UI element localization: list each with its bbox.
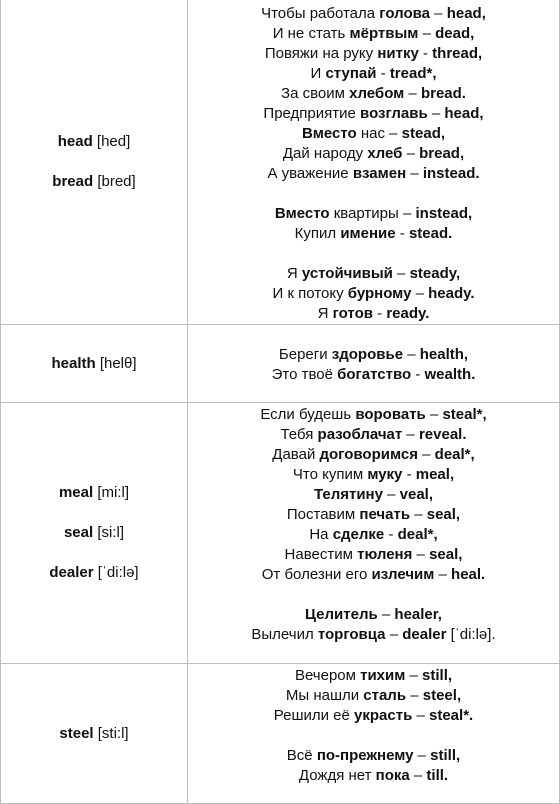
line-text: – (385, 626, 403, 643)
poem-line (188, 465, 559, 485)
highlighted-word: хлебом (349, 85, 405, 102)
english-word-entry (1, 563, 187, 583)
highlighted-word: seal, (426, 506, 461, 523)
line-text: Чтобы работала (261, 5, 380, 22)
line-text: От болезни его (261, 566, 372, 583)
mnemonic-poem-cell (188, 403, 560, 664)
highlighted-word: health, (419, 346, 469, 363)
line-text: – (410, 506, 427, 523)
english-word-entry (1, 483, 187, 503)
line-text: – (406, 687, 423, 704)
line-text: И (310, 65, 326, 82)
english-word: seal (63, 524, 94, 541)
line-text: Дай народу (282, 145, 368, 162)
vocabulary-table-body (1, 0, 560, 804)
line-text: Поставим (286, 506, 360, 523)
line-text: Что купим (292, 466, 368, 483)
line-text: – (403, 346, 420, 363)
line-text: Мы нашли (285, 687, 364, 704)
highlighted-word: seal, (429, 546, 463, 563)
highlighted-word: stead. (408, 225, 453, 242)
transcription: [bred] (97, 173, 136, 190)
line-text: – (402, 145, 420, 162)
highlighted-word: сделке (332, 526, 385, 543)
transcription: [helθ] (99, 354, 137, 372)
poem-line (188, 345, 559, 365)
highlighted-word: heal. (451, 566, 486, 583)
poem-line (188, 625, 559, 645)
highlighted-word: здоровье (331, 346, 404, 363)
poem-line (188, 565, 559, 585)
line-text: – (425, 406, 443, 423)
highlighted-word: разоблачат (317, 426, 403, 443)
english-word: head (57, 133, 93, 150)
line-text: За своим (281, 85, 350, 102)
highlighted-word: steal*. (429, 707, 474, 724)
line-text: На (309, 526, 333, 543)
line-text: – (418, 25, 436, 42)
highlighted-word: head, (444, 105, 484, 122)
highlighted-word: thread, (432, 45, 483, 62)
highlighted-word: устойчивый (301, 265, 393, 282)
vocab-row (1, 664, 560, 804)
highlighted-word: meal, (415, 466, 455, 483)
line-text: – (409, 767, 427, 784)
highlighted-word: излечим (371, 566, 435, 583)
line-text: – (382, 486, 400, 503)
highlighted-word: голова (379, 5, 430, 22)
line-text: Дождя нет (298, 767, 376, 784)
line-text: нас – (356, 125, 402, 142)
highlighted-word: имение (340, 225, 396, 242)
line-text: - (372, 305, 387, 322)
line-text: - (376, 65, 390, 82)
transcription: [mi:l] (97, 484, 130, 501)
line-text: Вечером (294, 667, 361, 684)
highlighted-word: взамен (352, 165, 407, 182)
poem-line (188, 24, 559, 44)
english-word: bread (52, 173, 94, 190)
poem-line (188, 746, 559, 766)
line-text: И не стать (272, 25, 350, 42)
highlighted-word: украсть (354, 707, 413, 724)
poem-line (188, 525, 559, 545)
line-text: - (395, 225, 409, 242)
poem-line (188, 686, 559, 706)
highlighted-word: возглавь (360, 105, 428, 122)
vocab-row (1, 0, 560, 325)
highlighted-word: воровать (355, 406, 426, 423)
stanza-break (188, 184, 559, 204)
line-text: – (412, 707, 429, 724)
highlighted-word: нитку (377, 45, 419, 62)
english-word-entry (1, 523, 187, 543)
highlighted-word: till. (426, 767, 449, 784)
highlighted-word: tread*, (389, 65, 437, 82)
poem-line (188, 264, 559, 284)
line-text: Береги (278, 346, 332, 363)
highlighted-word: тюленя (357, 546, 413, 563)
highlighted-word: dead, (435, 25, 475, 42)
poem-line (188, 164, 559, 184)
line-text: Я (286, 265, 302, 282)
highlighted-word: bread. (420, 85, 466, 102)
highlighted-word: dealer (402, 626, 447, 643)
line-text: – (430, 5, 447, 22)
line-text: Я (317, 305, 333, 322)
highlighted-word: deal*, (397, 526, 438, 543)
highlighted-word: бурному (347, 285, 412, 302)
highlighted-word: печать (359, 506, 411, 523)
highlighted-word: instead, (415, 205, 473, 222)
line-text: - (384, 526, 398, 543)
english-word: meal (58, 484, 94, 501)
highlighted-word: Вместо (301, 125, 357, 142)
english-word: health (51, 354, 96, 372)
highlighted-word: торговца (317, 626, 386, 643)
poem-line (188, 4, 559, 24)
english-word: steel (59, 724, 94, 742)
poem-line (188, 505, 559, 525)
english-word-entry (1, 724, 187, 744)
poem-line (188, 44, 559, 64)
highlighted-word: still, (422, 667, 453, 684)
highlighted-word: still, (430, 747, 461, 764)
poem-line (188, 124, 559, 144)
poem-line (188, 485, 559, 505)
highlighted-word: instead. (422, 165, 480, 182)
mnemonic-poem-cell (188, 664, 560, 804)
line-text: – (412, 546, 430, 563)
line-text: – (405, 667, 423, 684)
poem-line (188, 405, 559, 425)
stanza-break (188, 244, 559, 264)
highlighted-word: head, (446, 5, 486, 22)
highlighted-word: мёртвым (349, 25, 419, 42)
line-text: - (402, 466, 416, 483)
highlighted-word: heady. (428, 285, 475, 302)
line-text: Всё (286, 747, 317, 764)
line-text: – (413, 747, 431, 764)
english-word: dealer (49, 564, 94, 581)
highlighted-word: пока (375, 767, 410, 784)
highlighted-word: тихим (360, 667, 406, 684)
poem-line (188, 706, 559, 726)
highlighted-word: сталь (363, 687, 407, 704)
english-word-entry (1, 354, 187, 374)
english-words-cell (1, 403, 188, 664)
highlighted-word: готов (332, 305, 373, 322)
line-text: Вылечил (251, 626, 318, 643)
line-text: – (406, 165, 423, 182)
line-text: Решили её (273, 707, 355, 724)
poem-line (188, 204, 559, 224)
poem-line (188, 445, 559, 465)
line-text: – (417, 446, 435, 463)
english-words-cell (1, 325, 188, 403)
line-text: – (427, 105, 445, 122)
line-text: – (411, 285, 429, 302)
highlighted-word: хлеб (367, 145, 403, 162)
highlighted-word: договоримся (319, 446, 418, 463)
poem-line (188, 224, 559, 244)
highlighted-word: ступай (325, 65, 377, 82)
line-text: Купил (294, 225, 341, 242)
highlighted-word: steel, (422, 687, 462, 704)
line-text: И к потоку (272, 285, 348, 302)
highlighted-word: deal*, (434, 446, 475, 463)
poem-line (188, 425, 559, 445)
highlighted-word: wealth. (424, 366, 476, 383)
stanza-break (188, 585, 559, 605)
english-word-entry (1, 132, 187, 152)
poem-line (188, 605, 559, 625)
poem-line (188, 304, 559, 324)
transcription: [hed] (96, 133, 131, 150)
line-text: [ˈdi:lə]. (446, 626, 496, 643)
highlighted-word: муку (367, 466, 403, 483)
poem-line (188, 365, 559, 385)
highlighted-word: stead, (401, 125, 446, 142)
highlighted-word: Вместо (274, 205, 330, 222)
poem-line (188, 144, 559, 164)
line-text: А уважение (267, 165, 353, 182)
line-text: квартиры – (329, 205, 416, 222)
poem-line (188, 766, 559, 786)
line-text: – (377, 606, 395, 623)
line-text: Предприятие (263, 105, 361, 122)
poem-line (188, 284, 559, 304)
highlighted-word: bread, (419, 145, 465, 162)
highlighted-word: богатство (337, 366, 412, 383)
line-text: - (418, 45, 433, 62)
poem-line (188, 84, 559, 104)
vocab-row (1, 403, 560, 664)
poem-line (188, 545, 559, 565)
line-text: Тебя (280, 426, 318, 443)
english-words-cell (1, 664, 188, 804)
highlighted-word: по-прежнему (316, 747, 414, 764)
english-words-cell (1, 0, 188, 325)
poem-line (188, 104, 559, 124)
line-text: Давай (272, 446, 320, 463)
transcription: [ˈdi:lə] (97, 564, 139, 581)
line-text: Повяжи на руку (264, 45, 378, 62)
line-text: Если будешь (260, 406, 356, 423)
line-text: – (402, 426, 419, 443)
line-text: Это твоё (271, 366, 338, 383)
line-text: – (392, 265, 410, 282)
line-text: - (411, 366, 425, 383)
transcription: [sti:l] (97, 724, 129, 742)
highlighted-word: ready. (386, 305, 430, 322)
highlighted-word: steal*, (442, 406, 487, 423)
transcription: [si:l] (97, 524, 125, 541)
highlighted-word: healer, (394, 606, 442, 623)
highlighted-word: veal, (399, 486, 434, 503)
poem-line (188, 64, 559, 84)
mnemonic-poem-cell (188, 0, 560, 325)
stanza-break (188, 726, 559, 746)
vocab-row (1, 325, 560, 403)
highlighted-word: Телятину (313, 486, 383, 503)
poem-line (188, 666, 559, 686)
highlighted-word: steady, (409, 265, 461, 282)
line-text: – (404, 85, 421, 102)
mnemonic-poem-cell (188, 325, 560, 403)
highlighted-word: reveal. (418, 426, 467, 443)
line-text: Навестим (284, 546, 358, 563)
highlighted-word: Целитель (305, 606, 378, 623)
english-word-entry (1, 172, 187, 192)
line-text: – (434, 566, 452, 583)
